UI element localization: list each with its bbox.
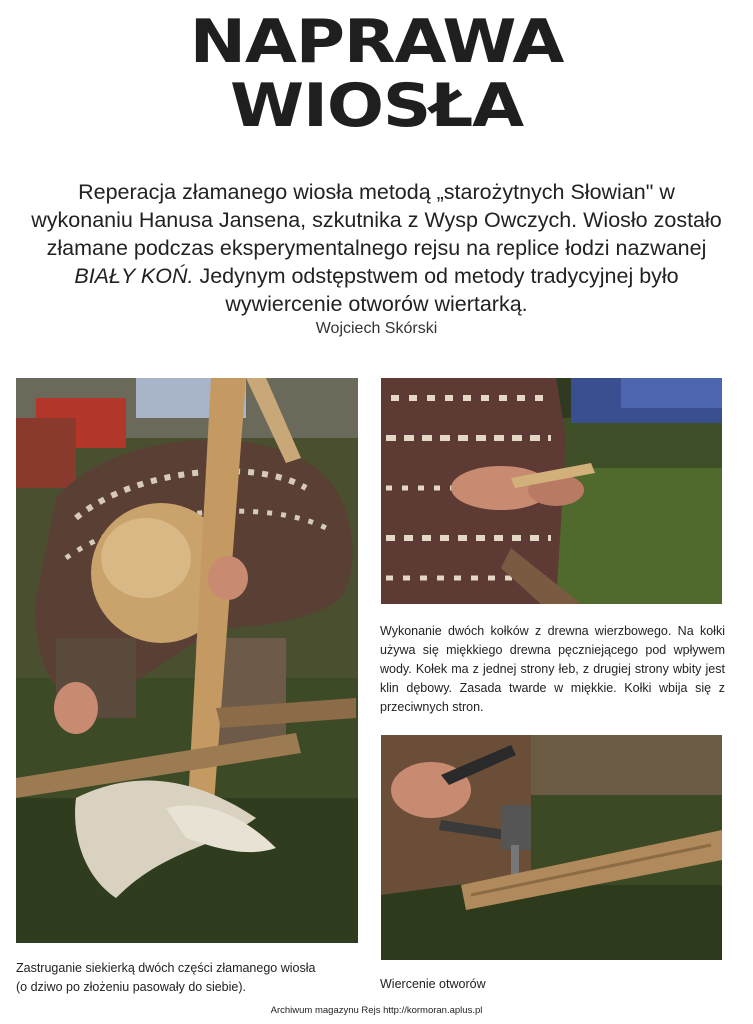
lead-text-2: Jedynym odstępstwem od metody tradycyjnej było wywiercenie otworów wiertarką. <box>193 264 679 316</box>
caption-drilling-holes: Wiercenie otworów <box>380 977 486 991</box>
footer-archive-link: Archiwum magazynu Rejs http://kormoran.aplus.pl <box>270 1005 483 1016</box>
photo-carving-oar <box>16 378 358 943</box>
caption-carving-oar <box>16 959 361 997</box>
title-line-1: NAPRAWA <box>189 7 564 77</box>
caption-making-pegs: Wykonanie dwóch kołków z drewna wierzbowego. Na kołki używa się miękkiego drewna pęczniejącego pod wpływem wody. Kołek ma z jednej strony łeb, z drugiej strony wbity jest klin dębowy. Zasada twarde w miękkie. Kołki wbija się z przeciwnych stron. <box>380 624 725 714</box>
photo-drilling-holes <box>381 735 722 960</box>
boat-name: BIAŁY KOŃ. <box>74 264 194 288</box>
photo-making-pegs <box>381 378 722 604</box>
lead-text-1: Reperacja złamanego wiosła metodą „starożytnych Słowian" w wykonaniu Hanusa Jansena, szkutnika z Wysp Owczych. Wiosło zostało złamane podczas eksperymentalnego rejsu na replice łodzi nazwanej <box>31 180 722 260</box>
title-line-2: WIOSŁA <box>229 71 524 141</box>
caption-carving-oar-line-2: (o dziwo po złożeniu pasowały do siebie). <box>16 980 246 994</box>
author: Wojciech Skórski <box>315 320 438 337</box>
lead-paragraph <box>28 178 725 318</box>
caption-carving-oar-line-1: Zastruganie siekierką dwóch części złamanego wiosła <box>16 961 316 975</box>
